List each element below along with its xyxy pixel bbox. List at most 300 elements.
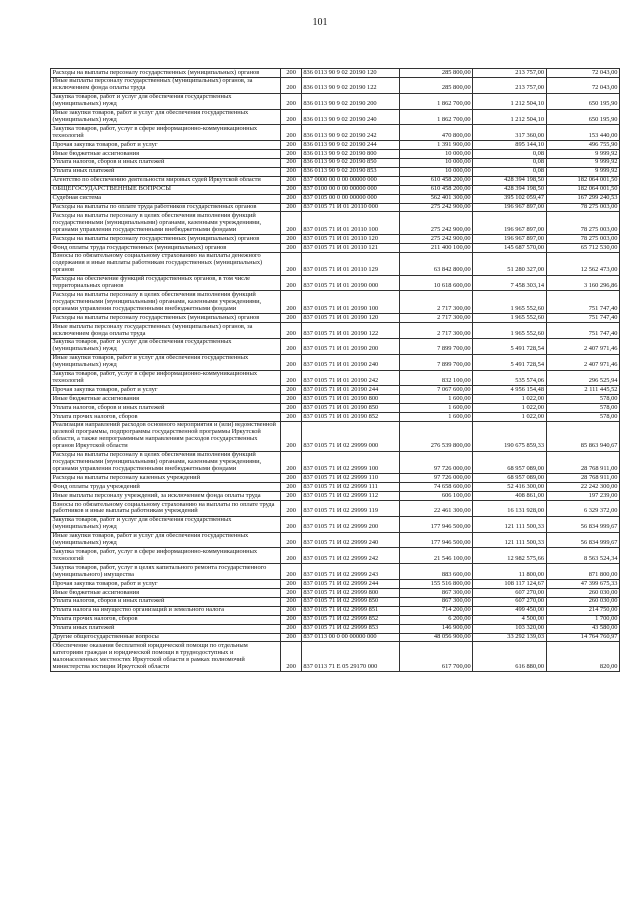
row-name-cell: Иные бюджетные ассигнования xyxy=(51,150,281,159)
table-row xyxy=(51,492,620,501)
row-executed-amount-cell: 535 574,06 xyxy=(473,370,546,386)
row-approved-amount-cell: 155 516 800,00 xyxy=(399,580,472,589)
row-line-code-cell: 200 xyxy=(281,203,301,212)
row-name-cell: Закупка товаров, работ, услуг в целях капитального ремонта государственного (муниципального) имущества xyxy=(51,564,281,580)
row-unexecuted-amount-cell: 197 239,00 xyxy=(546,492,619,501)
row-name-cell: Закупка товаров, работ, услуг в сфере информационно-коммуникационных технологий xyxy=(51,548,281,564)
row-unexecuted-amount-cell: 47 399 675,33 xyxy=(546,580,619,589)
row-approved-amount-cell: 7 899 700,00 xyxy=(399,338,472,354)
row-unexecuted-amount-cell: 751 747,40 xyxy=(546,323,619,339)
row-name-cell: Уплата иных платежей xyxy=(51,624,281,633)
row-executed-amount-cell: 121 111 500,33 xyxy=(473,532,546,548)
row-name-cell: Прочая закупка товаров, работ и услуг xyxy=(51,141,281,150)
row-executed-amount-cell: 213 757,00 xyxy=(473,69,546,78)
row-executed-amount-cell: 121 111 500,33 xyxy=(473,516,546,532)
row-approved-amount-cell: 1 600,00 xyxy=(399,404,472,413)
row-approved-amount-cell: 1 862 700,00 xyxy=(399,109,472,125)
row-executed-amount-cell: 5 491 728,54 xyxy=(473,338,546,354)
row-executed-amount-cell: 616 880,00 xyxy=(473,642,546,672)
row-classification-code-cell: 837 0105 71 И 02 29999 243 xyxy=(301,564,399,580)
row-name-cell: Агентство по обеспечению деятельности мировых судей Иркутской области xyxy=(51,176,281,185)
row-approved-amount-cell: 2 717 300,00 xyxy=(399,323,472,339)
table-row xyxy=(51,386,620,395)
row-line-code-cell: 200 xyxy=(281,93,301,109)
row-classification-code-cell: 836 0113 90 9 02 20190 200 xyxy=(301,93,399,109)
row-unexecuted-amount-cell: 78 275 003,00 xyxy=(546,212,619,235)
row-name-cell: Расходы на выплаты персоналу казенных учреждений xyxy=(51,474,281,483)
row-unexecuted-amount-cell: 578,00 xyxy=(546,413,619,422)
row-classification-code-cell: 837 0105 71 И 02 29999 200 xyxy=(301,516,399,532)
row-unexecuted-amount-cell: 751 747,40 xyxy=(546,291,619,314)
row-name-cell: Судебная система xyxy=(51,194,281,203)
row-unexecuted-amount-cell: 2 407 971,46 xyxy=(546,354,619,370)
table-row xyxy=(51,291,620,314)
row-line-code-cell: 200 xyxy=(281,275,301,291)
row-unexecuted-amount-cell: 9 999,92 xyxy=(546,167,619,176)
table-row xyxy=(51,275,620,291)
row-executed-amount-cell: 196 967 897,00 xyxy=(473,203,546,212)
row-approved-amount-cell: 146 900,00 xyxy=(399,624,472,633)
row-name-cell: Иные закупки товаров, работ и услуг для обеспечения государственных (муниципальных) нужд xyxy=(51,109,281,125)
table-row xyxy=(51,194,620,203)
table-row xyxy=(51,483,620,492)
row-name-cell: Расходы на выплаты по оплате труда работников государственных органов xyxy=(51,203,281,212)
row-classification-code-cell: 837 0105 71 И 02 29999 000 xyxy=(301,421,399,451)
table-row xyxy=(51,548,620,564)
row-classification-code-cell: 836 0113 90 9 02 20190 122 xyxy=(301,77,399,93)
row-approved-amount-cell: 97 726 000,00 xyxy=(399,451,472,474)
table-row xyxy=(51,93,620,109)
row-approved-amount-cell: 610 458 200,00 xyxy=(399,176,472,185)
row-approved-amount-cell: 10 000,00 xyxy=(399,158,472,167)
row-unexecuted-amount-cell: 871 800,00 xyxy=(546,564,619,580)
row-unexecuted-amount-cell: 260 030,00 xyxy=(546,589,619,598)
row-classification-code-cell: 837 0105 71 И 02 29999 853 xyxy=(301,624,399,633)
row-line-code-cell: 200 xyxy=(281,395,301,404)
row-classification-code-cell: 836 0113 90 9 02 20190 800 xyxy=(301,150,399,159)
row-approved-amount-cell: 22 461 300,00 xyxy=(399,501,472,517)
row-name-cell: Уплата налогов, сборов и иных платежей xyxy=(51,597,281,606)
row-classification-code-cell: 837 0105 71 И 01 20110 121 xyxy=(301,244,399,253)
row-name-cell: Иные выплаты персоналу государственных (муниципальных) органов, за исключением фонда оплаты труда xyxy=(51,77,281,93)
row-executed-amount-cell: 68 957 089,00 xyxy=(473,451,546,474)
row-approved-amount-cell: 617 700,00 xyxy=(399,642,472,672)
row-executed-amount-cell: 7 458 303,14 xyxy=(473,275,546,291)
row-line-code-cell: 200 xyxy=(281,158,301,167)
row-classification-code-cell: 837 0105 71 И 02 29999 800 xyxy=(301,589,399,598)
row-line-code-cell: 200 xyxy=(281,167,301,176)
row-classification-code-cell: 837 0100 00 0 00 00000 000 xyxy=(301,185,399,194)
table-row xyxy=(51,244,620,253)
row-executed-amount-cell: 895 144,10 xyxy=(473,141,546,150)
row-approved-amount-cell: 276 539 800,00 xyxy=(399,421,472,451)
table-row xyxy=(51,323,620,339)
table-row xyxy=(51,338,620,354)
row-unexecuted-amount-cell: 78 275 003,00 xyxy=(546,235,619,244)
table-row xyxy=(51,532,620,548)
row-unexecuted-amount-cell: 56 834 999,67 xyxy=(546,516,619,532)
row-unexecuted-amount-cell: 72 043,00 xyxy=(546,77,619,93)
row-classification-code-cell: 837 0105 71 И 02 29999 851 xyxy=(301,606,399,615)
row-classification-code-cell: 837 0105 71 И 01 20190 244 xyxy=(301,386,399,395)
row-name-cell: Расходы на выплаты персоналу в целях обеспечения выполнения функций государственными (муниципальными) органами, казенными учреждениями, органами управления государственными внебюджетными фондами xyxy=(51,451,281,474)
row-executed-amount-cell: 68 957 089,00 xyxy=(473,474,546,483)
row-classification-code-cell: 836 0113 90 9 02 20190 244 xyxy=(301,141,399,150)
table-row xyxy=(51,314,620,323)
row-line-code-cell: 200 xyxy=(281,474,301,483)
row-line-code-cell: 200 xyxy=(281,252,301,275)
row-approved-amount-cell: 2 717 300,00 xyxy=(399,291,472,314)
row-executed-amount-cell: 196 967 897,00 xyxy=(473,235,546,244)
row-executed-amount-cell: 607 270,00 xyxy=(473,597,546,606)
row-name-cell: Расходы на выплаты персоналу в целях обеспечения выполнения функций государственными (муниципальными) органами, казенными учреждениями, органами управления государственными внебюджетными фондами xyxy=(51,291,281,314)
row-name-cell: Обеспечение оказания бесплатной юридической помощи по отдельным категориям граждан и юридической помощи в труднодоступных и малонаселенных местностях Иркутской области в рамках полномочий министерства юстиции Иркутской области xyxy=(51,642,281,672)
table-row xyxy=(51,167,620,176)
row-executed-amount-cell: 408 861,00 xyxy=(473,492,546,501)
row-line-code-cell: 200 xyxy=(281,69,301,78)
row-executed-amount-cell: 1 965 552,60 xyxy=(473,323,546,339)
row-classification-code-cell: 836 0113 90 9 02 20190 853 xyxy=(301,167,399,176)
table-row xyxy=(51,624,620,633)
row-unexecuted-amount-cell: 182 064 001,50 xyxy=(546,185,619,194)
table-row xyxy=(51,203,620,212)
table-body xyxy=(51,69,620,672)
row-unexecuted-amount-cell: 214 750,00 xyxy=(546,606,619,615)
table-row xyxy=(51,212,620,235)
row-name-cell: Расходы на выплаты персоналу государственных (муниципальных) органов xyxy=(51,69,281,78)
row-name-cell: Фонд оплаты труда государственных (муниципальных) органов xyxy=(51,244,281,253)
table-row xyxy=(51,501,620,517)
row-approved-amount-cell: 10 618 600,00 xyxy=(399,275,472,291)
row-classification-code-cell: 836 0113 90 9 02 20190 242 xyxy=(301,125,399,141)
row-classification-code-cell: 837 0105 71 И 02 29999 100 xyxy=(301,451,399,474)
table-row xyxy=(51,451,620,474)
table-row xyxy=(51,474,620,483)
row-line-code-cell: 200 xyxy=(281,642,301,672)
row-classification-code-cell: 837 0105 71 И 02 29999 852 xyxy=(301,615,399,624)
table-row xyxy=(51,395,620,404)
row-executed-amount-cell: 4 500,00 xyxy=(473,615,546,624)
row-name-cell: Взносы по обязательному социальному страхованию на выплаты по оплате труда работников и иные выплаты работникам учреждений xyxy=(51,501,281,517)
budget-execution-table xyxy=(50,68,620,672)
row-unexecuted-amount-cell: 8 563 524,34 xyxy=(546,548,619,564)
row-name-cell: Иные закупки товаров, работ и услуг для обеспечения государственных (муниципальных) нужд xyxy=(51,532,281,548)
row-name-cell: Иные бюджетные ассигнования xyxy=(51,395,281,404)
row-approved-amount-cell: 63 842 800,00 xyxy=(399,252,472,275)
row-name-cell: Закупка товаров, работ и услуг для обеспечения государственных (муниципальных) нужд xyxy=(51,338,281,354)
row-approved-amount-cell: 7 899 700,00 xyxy=(399,354,472,370)
row-executed-amount-cell: 16 131 928,00 xyxy=(473,501,546,517)
row-approved-amount-cell: 832 100,00 xyxy=(399,370,472,386)
row-executed-amount-cell: 0,08 xyxy=(473,150,546,159)
row-unexecuted-amount-cell: 820,00 xyxy=(546,642,619,672)
row-line-code-cell: 200 xyxy=(281,589,301,598)
row-classification-code-cell: 837 0105 71 И 01 20190 852 xyxy=(301,413,399,422)
table-row xyxy=(51,633,620,642)
row-executed-amount-cell: 0,08 xyxy=(473,158,546,167)
table-row xyxy=(51,580,620,589)
row-unexecuted-amount-cell: 28 768 911,00 xyxy=(546,451,619,474)
row-executed-amount-cell: 103 320,00 xyxy=(473,624,546,633)
row-approved-amount-cell: 470 800,00 xyxy=(399,125,472,141)
row-approved-amount-cell: 177 946 500,00 xyxy=(399,532,472,548)
row-executed-amount-cell: 1 965 552,60 xyxy=(473,314,546,323)
table-row xyxy=(51,235,620,244)
table-row xyxy=(51,642,620,672)
row-executed-amount-cell: 213 757,00 xyxy=(473,77,546,93)
table-row xyxy=(51,589,620,598)
row-classification-code-cell: 837 0105 71 И 01 20190 242 xyxy=(301,370,399,386)
row-unexecuted-amount-cell: 78 275 003,00 xyxy=(546,203,619,212)
row-approved-amount-cell: 1 600,00 xyxy=(399,413,472,422)
row-unexecuted-amount-cell: 650 195,90 xyxy=(546,109,619,125)
row-line-code-cell: 200 xyxy=(281,633,301,642)
row-classification-code-cell: 837 0105 71 И 01 20190 100 xyxy=(301,291,399,314)
row-approved-amount-cell: 285 800,00 xyxy=(399,69,472,78)
row-approved-amount-cell: 1 391 900,00 xyxy=(399,141,472,150)
row-name-cell: Закупка товаров, работ и услуг для обеспечения государственных (муниципальных) нужд xyxy=(51,516,281,532)
row-classification-code-cell: 837 0105 71 И 01 20190 240 xyxy=(301,354,399,370)
row-classification-code-cell: 837 0105 71 И 01 20190 000 xyxy=(301,275,399,291)
row-executed-amount-cell: 190 675 859,33 xyxy=(473,421,546,451)
table-row xyxy=(51,252,620,275)
row-name-cell: Уплата прочих налогов, сборов xyxy=(51,615,281,624)
row-approved-amount-cell: 10 000,00 xyxy=(399,150,472,159)
row-classification-code-cell: 837 0105 71 И 02 29999 240 xyxy=(301,532,399,548)
row-name-cell: Иные выплаты персоналу государственных (муниципальных) органов, за исключением фонда оплаты труда xyxy=(51,323,281,339)
row-approved-amount-cell: 867 300,00 xyxy=(399,589,472,598)
row-line-code-cell: 200 xyxy=(281,624,301,633)
row-line-code-cell: 200 xyxy=(281,323,301,339)
table-row xyxy=(51,606,620,615)
row-executed-amount-cell: 1 022,00 xyxy=(473,395,546,404)
table-row xyxy=(51,354,620,370)
table-row xyxy=(51,150,620,159)
row-approved-amount-cell: 10 000,00 xyxy=(399,167,472,176)
row-line-code-cell: 200 xyxy=(281,370,301,386)
row-name-cell: Иные выплаты персоналу учреждений, за исключением фонда оплаты труда xyxy=(51,492,281,501)
row-line-code-cell: 200 xyxy=(281,404,301,413)
row-unexecuted-amount-cell: 182 064 001,50 xyxy=(546,176,619,185)
row-line-code-cell: 200 xyxy=(281,244,301,253)
row-name-cell: Уплата иных платежей xyxy=(51,167,281,176)
row-executed-amount-cell: 317 360,00 xyxy=(473,125,546,141)
row-approved-amount-cell: 275 242 900,00 xyxy=(399,235,472,244)
row-classification-code-cell: 836 0113 90 9 02 20190 120 xyxy=(301,69,399,78)
row-name-cell: Прочая закупка товаров, работ и услуг xyxy=(51,386,281,395)
table-row xyxy=(51,597,620,606)
row-approved-amount-cell: 6 200,00 xyxy=(399,615,472,624)
row-executed-amount-cell: 1 212 504,10 xyxy=(473,109,546,125)
row-unexecuted-amount-cell: 6 329 372,00 xyxy=(546,501,619,517)
row-unexecuted-amount-cell: 1 700,00 xyxy=(546,615,619,624)
row-unexecuted-amount-cell: 153 440,00 xyxy=(546,125,619,141)
table-row xyxy=(51,109,620,125)
row-name-cell: Уплата налога на имущество организаций и земельного налога xyxy=(51,606,281,615)
row-line-code-cell: 200 xyxy=(281,291,301,314)
row-line-code-cell: 200 xyxy=(281,606,301,615)
row-approved-amount-cell: 867 300,00 xyxy=(399,597,472,606)
row-name-cell: Фонд оплаты труда учреждений xyxy=(51,483,281,492)
table-row xyxy=(51,158,620,167)
row-line-code-cell: 200 xyxy=(281,516,301,532)
row-unexecuted-amount-cell: 22 242 300,00 xyxy=(546,483,619,492)
row-line-code-cell: 200 xyxy=(281,212,301,235)
row-unexecuted-amount-cell: 296 525,94 xyxy=(546,370,619,386)
row-line-code-cell: 200 xyxy=(281,532,301,548)
row-executed-amount-cell: 428 394 198,50 xyxy=(473,176,546,185)
row-unexecuted-amount-cell: 650 195,90 xyxy=(546,93,619,109)
row-approved-amount-cell: 2 717 300,00 xyxy=(399,314,472,323)
row-name-cell: Закупка товаров, работ, услуг в сфере информационно-коммуникационных технологий xyxy=(51,125,281,141)
row-classification-code-cell: 837 0105 71 И 02 29999 850 xyxy=(301,597,399,606)
row-classification-code-cell: 837 0105 71 И 01 20190 800 xyxy=(301,395,399,404)
row-line-code-cell: 200 xyxy=(281,150,301,159)
row-approved-amount-cell: 883 600,00 xyxy=(399,564,472,580)
row-classification-code-cell: 837 0105 71 И 01 20110 120 xyxy=(301,235,399,244)
row-name-cell: Уплата налогов, сборов и иных платежей xyxy=(51,404,281,413)
row-name-cell: Расходы на выплаты персоналу государственных (муниципальных) органов xyxy=(51,235,281,244)
row-classification-code-cell: 837 0113 71 Е 05 29170 000 xyxy=(301,642,399,672)
table-row xyxy=(51,413,620,422)
row-line-code-cell: 200 xyxy=(281,141,301,150)
row-line-code-cell: 200 xyxy=(281,354,301,370)
row-approved-amount-cell: 714 200,00 xyxy=(399,606,472,615)
row-classification-code-cell: 837 0105 71 И 02 29999 244 xyxy=(301,580,399,589)
row-executed-amount-cell: 33 292 139,03 xyxy=(473,633,546,642)
row-unexecuted-amount-cell: 65 712 530,00 xyxy=(546,244,619,253)
row-line-code-cell: 200 xyxy=(281,314,301,323)
row-classification-code-cell: 837 0105 71 И 01 20190 200 xyxy=(301,338,399,354)
row-classification-code-cell: 837 0105 71 И 01 20190 850 xyxy=(301,404,399,413)
row-executed-amount-cell: 145 687 570,00 xyxy=(473,244,546,253)
row-line-code-cell: 200 xyxy=(281,483,301,492)
row-line-code-cell: 200 xyxy=(281,492,301,501)
row-classification-code-cell: 837 0105 71 И 01 20110 129 xyxy=(301,252,399,275)
row-approved-amount-cell: 74 658 600,00 xyxy=(399,483,472,492)
row-classification-code-cell: 837 0105 71 И 01 20190 122 xyxy=(301,323,399,339)
row-approved-amount-cell: 1 600,00 xyxy=(399,395,472,404)
row-approved-amount-cell: 610 458 200,00 xyxy=(399,185,472,194)
row-unexecuted-amount-cell: 751 747,40 xyxy=(546,314,619,323)
row-executed-amount-cell: 1 022,00 xyxy=(473,404,546,413)
row-unexecuted-amount-cell: 260 030,00 xyxy=(546,597,619,606)
row-approved-amount-cell: 211 400 100,00 xyxy=(399,244,472,253)
row-executed-amount-cell: 108 117 124,67 xyxy=(473,580,546,589)
row-unexecuted-amount-cell: 28 768 911,00 xyxy=(546,474,619,483)
row-classification-code-cell: 836 0113 90 9 02 20190 240 xyxy=(301,109,399,125)
table-row xyxy=(51,185,620,194)
row-name-cell: Другие общегосударственные вопросы xyxy=(51,633,281,642)
row-unexecuted-amount-cell: 3 160 296,86 xyxy=(546,275,619,291)
row-line-code-cell: 200 xyxy=(281,235,301,244)
row-line-code-cell: 200 xyxy=(281,564,301,580)
row-classification-code-cell: 837 0105 71 И 02 29999 112 xyxy=(301,492,399,501)
row-executed-amount-cell: 5 491 728,54 xyxy=(473,354,546,370)
row-classification-code-cell: 837 0105 71 И 02 29999 242 xyxy=(301,548,399,564)
row-line-code-cell: 200 xyxy=(281,194,301,203)
row-unexecuted-amount-cell: 578,00 xyxy=(546,404,619,413)
row-approved-amount-cell: 275 242 900,00 xyxy=(399,203,472,212)
row-line-code-cell: 200 xyxy=(281,501,301,517)
row-line-code-cell: 200 xyxy=(281,125,301,141)
row-line-code-cell: 200 xyxy=(281,548,301,564)
row-executed-amount-cell: 428 394 198,50 xyxy=(473,185,546,194)
row-executed-amount-cell: 52 416 300,00 xyxy=(473,483,546,492)
row-unexecuted-amount-cell: 9 999,92 xyxy=(546,158,619,167)
row-approved-amount-cell: 97 726 000,00 xyxy=(399,474,472,483)
row-approved-amount-cell: 285 800,00 xyxy=(399,77,472,93)
row-name-cell: Расходы на выплаты персоналу в целях обеспечения выполнения функций государственными (муниципальными) органами, казенными учреждениями, органами управления государственными внебюджетными фондами xyxy=(51,212,281,235)
table-row xyxy=(51,516,620,532)
row-classification-code-cell: 837 0000 00 0 00 00000 000 xyxy=(301,176,399,185)
row-line-code-cell: 200 xyxy=(281,386,301,395)
row-unexecuted-amount-cell: 2 407 971,46 xyxy=(546,338,619,354)
row-line-code-cell: 200 xyxy=(281,580,301,589)
table-row xyxy=(51,77,620,93)
row-name-cell: Закупка товаров, работ и услуг для обеспечения государственных (муниципальных) нужд xyxy=(51,93,281,109)
row-classification-code-cell: 837 0105 71 И 01 20110 000 xyxy=(301,203,399,212)
row-line-code-cell: 200 xyxy=(281,615,301,624)
row-executed-amount-cell: 196 967 897,00 xyxy=(473,212,546,235)
row-unexecuted-amount-cell: 56 834 999,67 xyxy=(546,532,619,548)
row-name-cell: Иные бюджетные ассигнования xyxy=(51,589,281,598)
row-classification-code-cell: 837 0105 71 И 02 29999 111 xyxy=(301,483,399,492)
row-unexecuted-amount-cell: 496 755,90 xyxy=(546,141,619,150)
row-classification-code-cell: 837 0113 00 0 00 00000 000 xyxy=(301,633,399,642)
row-executed-amount-cell: 499 450,00 xyxy=(473,606,546,615)
page-number: 101 xyxy=(312,17,328,28)
table-row xyxy=(51,615,620,624)
row-executed-amount-cell: 12 982 575,66 xyxy=(473,548,546,564)
row-line-code-cell: 200 xyxy=(281,421,301,451)
row-approved-amount-cell: 275 242 900,00 xyxy=(399,212,472,235)
row-executed-amount-cell: 11 800,00 xyxy=(473,564,546,580)
row-name-cell: Прочая закупка товаров, работ и услуг xyxy=(51,580,281,589)
row-classification-code-cell: 837 0105 71 И 01 20190 120 xyxy=(301,314,399,323)
row-name-cell: ОБЩЕГОСУДАРСТВЕННЫЕ ВОПРОСЫ xyxy=(51,185,281,194)
row-classification-code-cell: 837 0105 71 И 01 20110 100 xyxy=(301,212,399,235)
row-approved-amount-cell: 562 401 300,00 xyxy=(399,194,472,203)
row-name-cell: Уплата прочих налогов, сборов xyxy=(51,413,281,422)
row-name-cell: Закупка товаров, работ, услуг в сфере информационно-коммуникационных технологий xyxy=(51,370,281,386)
row-line-code-cell: 200 xyxy=(281,185,301,194)
row-approved-amount-cell: 7 067 600,00 xyxy=(399,386,472,395)
row-name-cell: Расходы на выплаты персоналу государственных (муниципальных) органов xyxy=(51,314,281,323)
row-unexecuted-amount-cell: 85 863 940,67 xyxy=(546,421,619,451)
table-row xyxy=(51,125,620,141)
row-line-code-cell: 200 xyxy=(281,109,301,125)
row-approved-amount-cell: 177 946 500,00 xyxy=(399,516,472,532)
row-name-cell: Расходы на обеспечение функций государственных органов, в том числе территориальных органов xyxy=(51,275,281,291)
row-classification-code-cell: 837 0105 71 И 02 29999 119 xyxy=(301,501,399,517)
table-row xyxy=(51,69,620,78)
table-row xyxy=(51,176,620,185)
row-line-code-cell: 200 xyxy=(281,176,301,185)
row-line-code-cell: 200 xyxy=(281,77,301,93)
row-unexecuted-amount-cell: 14 764 760,97 xyxy=(546,633,619,642)
row-approved-amount-cell: 21 546 100,00 xyxy=(399,548,472,564)
row-classification-code-cell: 837 0105 71 И 02 29999 110 xyxy=(301,474,399,483)
row-line-code-cell: 200 xyxy=(281,338,301,354)
table-row xyxy=(51,370,620,386)
row-unexecuted-amount-cell: 43 580,00 xyxy=(546,624,619,633)
row-executed-amount-cell: 0,08 xyxy=(473,167,546,176)
row-line-code-cell: 200 xyxy=(281,451,301,474)
row-name-cell: Взносы по обязательному социальному страхованию на выплаты денежного содержания и иные выплаты работникам государственных (муниципальных) органов xyxy=(51,252,281,275)
row-line-code-cell: 200 xyxy=(281,597,301,606)
row-approved-amount-cell: 606 100,00 xyxy=(399,492,472,501)
